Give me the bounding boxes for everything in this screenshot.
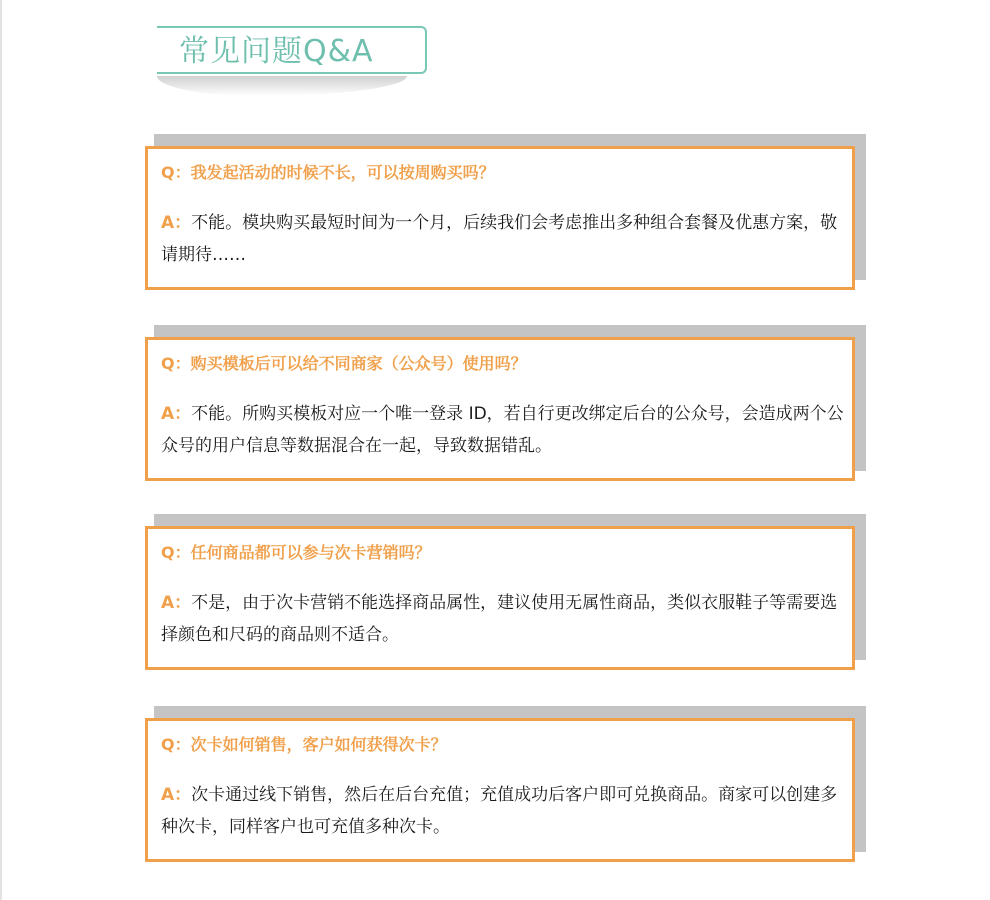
- faq-question: [161, 354, 527, 374]
- faq-answer: [161, 207, 851, 271]
- answer-text: 不是，由于次卡营销不能选择商品属性，建议使用无属性商品，类似衣服鞋子等需要选择颜色和尺码的商品则不适合。: [161, 593, 838, 645]
- card-box: [145, 718, 855, 862]
- answer-text: 次卡通过线下销售，然后在后台充值；充值成功后客户即可兑换商品。商家可以创建多种次卡，同样客户也可充值多种次卡。: [161, 785, 838, 837]
- q-prefix: Q：: [161, 735, 191, 754]
- question-text: 我发起活动的时候不长，可以按周购买吗？: [190, 163, 495, 182]
- question-text: 任何商品都可以参与次卡营销吗？: [190, 543, 431, 562]
- card-box: [145, 337, 855, 481]
- a-prefix: A：: [161, 785, 192, 805]
- answer-text: 不能。所购买模板对应一个唯一登录 ID，若自行更改绑定后台的公众号，会造成两个公众号的用户信息等数据混合在一起，导致数据错乱。: [161, 404, 844, 456]
- faq-question: [161, 735, 447, 755]
- faq-answer: [161, 779, 851, 843]
- a-prefix: A：: [161, 404, 192, 424]
- page-left-border: [0, 0, 2, 900]
- q-prefix: Q：: [161, 163, 191, 182]
- q-prefix: Q：: [161, 543, 191, 562]
- faq-question: [161, 543, 431, 563]
- title-tag-shadow: [157, 76, 407, 96]
- faq-card-3: [145, 514, 855, 670]
- q-prefix: Q：: [161, 354, 191, 373]
- question-text: 次卡如何销售，客户如何获得次卡？: [190, 735, 447, 754]
- question-text: 购买模板后可以给不同商家（公众号）使用吗？: [190, 354, 527, 373]
- faq-answer: [161, 587, 851, 651]
- answer-text: 不能。模块购买最短时间为一个月，后续我们会考虑推出多种组合套餐及优惠方案，敬请期待……: [161, 213, 838, 265]
- a-prefix: A：: [161, 213, 192, 233]
- faq-title-tag: [157, 26, 431, 98]
- faq-question: [161, 163, 495, 183]
- a-prefix: A：: [161, 593, 192, 613]
- faq-card-4: [145, 706, 855, 862]
- title-tag-box: [157, 26, 427, 74]
- card-box: [145, 146, 855, 290]
- faq-card-2: [145, 325, 855, 481]
- faq-answer: [161, 398, 851, 462]
- faq-card-1: [145, 134, 855, 290]
- card-box: [145, 526, 855, 670]
- page-title: 常见问题Q&A: [179, 34, 374, 69]
